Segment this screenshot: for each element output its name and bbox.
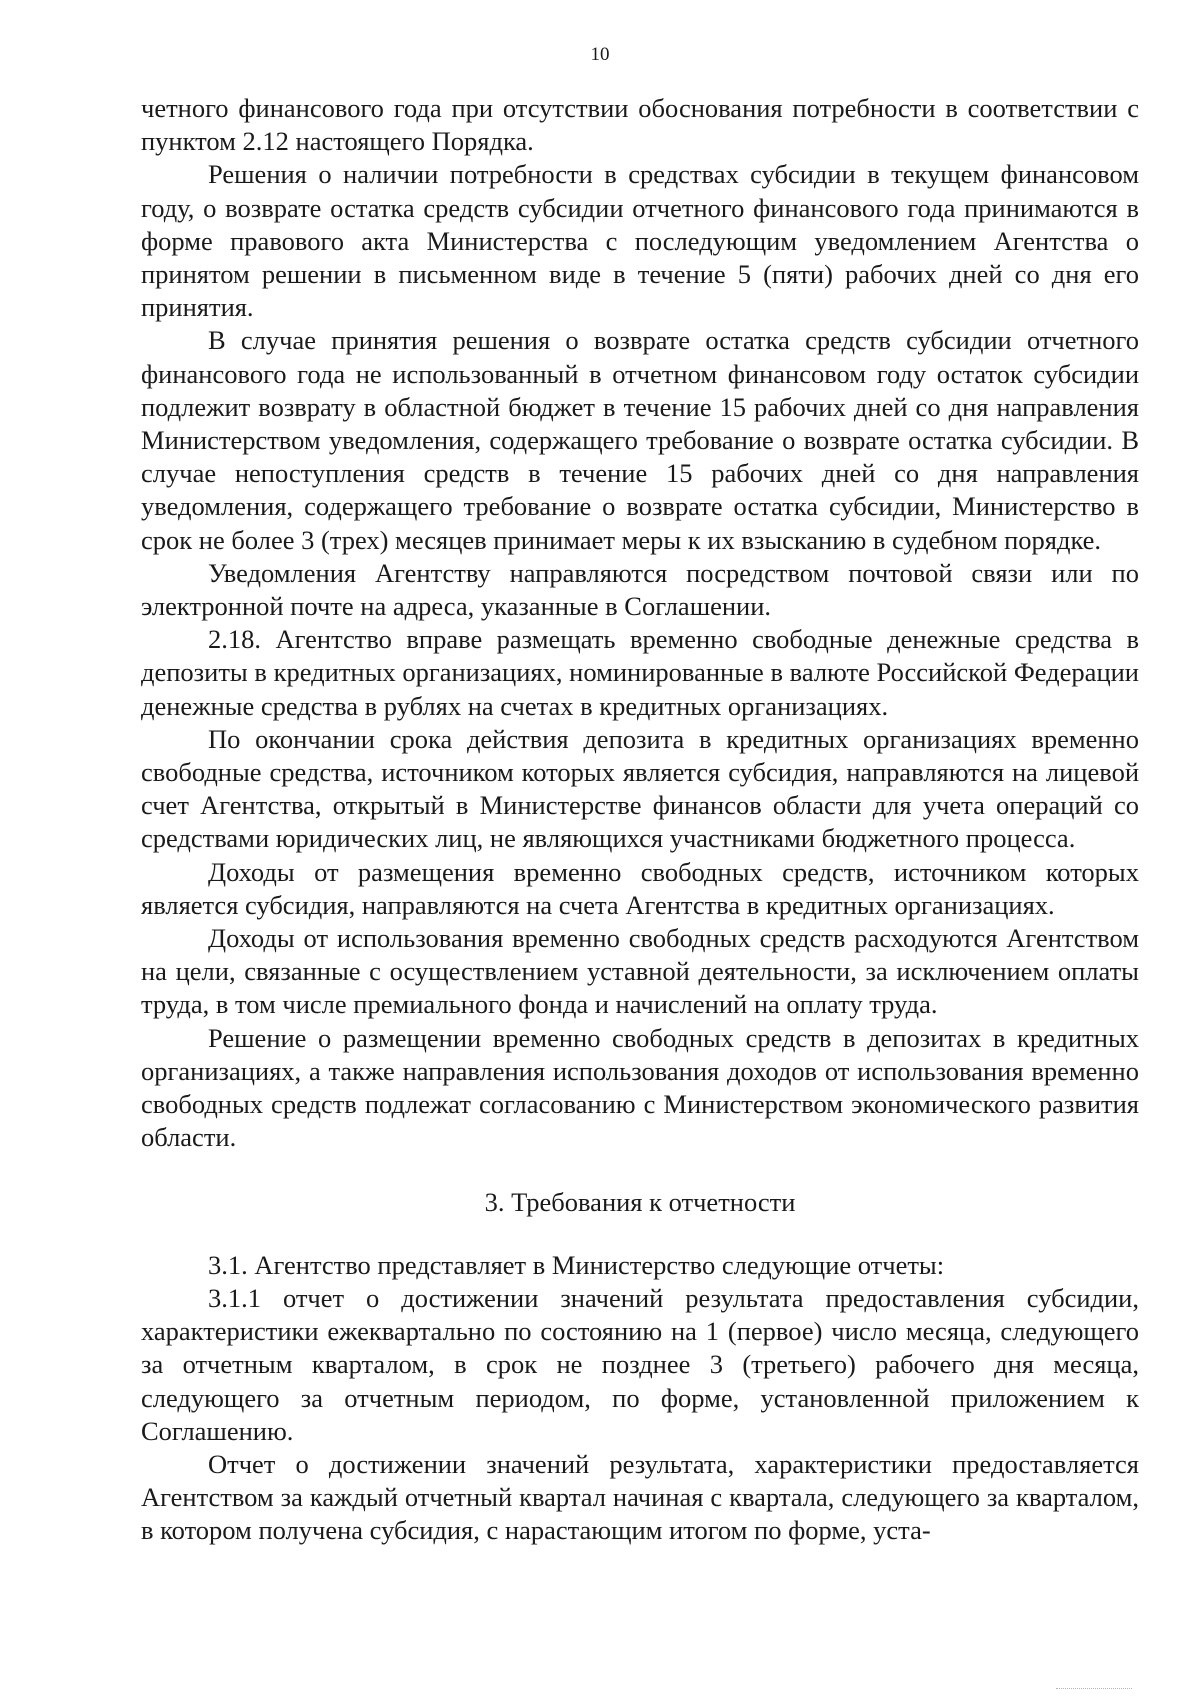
paragraph: Доходы от использования временно свободных средств расходуются Агентством на цели, связанные с осуществлением уставной деятельности, за исключением оплаты труда, в том числе премиального фонда и начислений на оплату труда. (141, 923, 1139, 1020)
paragraph: Доходы от размещения временно свободных средств, источником которых является субсидия, направляются на счета Агентства в кредитных организациях. (141, 856, 1139, 920)
section-heading: 3. Требования к отчетности (484, 1186, 796, 1217)
paragraph: Решение о размещении временно свободных средств в депозитах в кредитных организациях, а также направления использования доходов от использования временно свободных средств подлежат согласованию с Министерством экономического развития области. (141, 1022, 1139, 1153)
paragraph-continuation: четного финансового года при отсутствии обоснования потребности в соответствии с пунктом 2.12 настоящего Порядка. (141, 93, 1139, 157)
paragraph: 3.1.1 отчет о достижении значений результата предоставления субсидии, характеристики ежеквартально по состоянию на 1 (первое) число месяца, следующего за отчетным кварталом, в срок не позднее 3 (третьего) рабочего дня месяца, следующего за отчетным периодом, по форме, установленной приложением к Соглашению. (141, 1282, 1139, 1446)
page-number: 10 (590, 44, 610, 65)
paragraph: В случае принятия решения о возврате остатка средств субсидии отчетного финансового года не использованный в отчетном финансовом году остаток субсидии подлежит возврату в областной бюджет в течение 15 рабочих дней со дня направления Министерством уведомления, содержащего требование о возврате остатка субсидии. В случае непоступления средств в течение 15 рабочих дней со дня направления уведомления, содержащего требование о возврате остатка субсидии, Министерство в срок не более 3 (трех) месяцев принимает меры к их взысканию в судебном порядке. (141, 325, 1139, 555)
paragraph: По окончании срока действия депозита в кредитных организациях временно свободные средства, источником которых является субсидия, направляются на лицевой счет Агентства, открытый в Министерстве финансов области для учета операций со средствами юридических лиц, не являющихся участниками бюджетного процесса. (141, 723, 1139, 854)
scan-artifact (1056, 1688, 1132, 1695)
paragraph: Отчет о достижении значений результата, характеристики предоставляется Агентством за каждый отчетный квартал начиная с квартала, следующего за кварталом, в котором получена субсидия, с нарастающим итогом по форме, уста- (141, 1448, 1139, 1546)
document-body (141, 92, 1139, 1548)
paragraph: 3.1. Агентство представляет в Министерство следующие отчеты: (208, 1249, 945, 1280)
paragraph: Уведомления Агентству направляются посредством почтовой связи или по электронной почте на адреса, указанные в Соглашении. (141, 557, 1139, 622)
paragraph: Решения о наличии потребности в средствах субсидии в текущем финансовом году, о возврате остатка средств субсидии отчетного финансового года принимаются в форме правового акта Министерства с последующим уведомлением Агентства о принятом решении в письменном виде в течение 5 (пяти) рабочих дней со дня его принятия. (141, 159, 1139, 323)
paragraph: 2.18. Агентство вправе размещать временно свободные денежные средства в депозиты в кредитных организациях, номинированные в валюте Российской Федерации денежные средства в рублях на счетах в кредитных организациях. (141, 624, 1139, 721)
